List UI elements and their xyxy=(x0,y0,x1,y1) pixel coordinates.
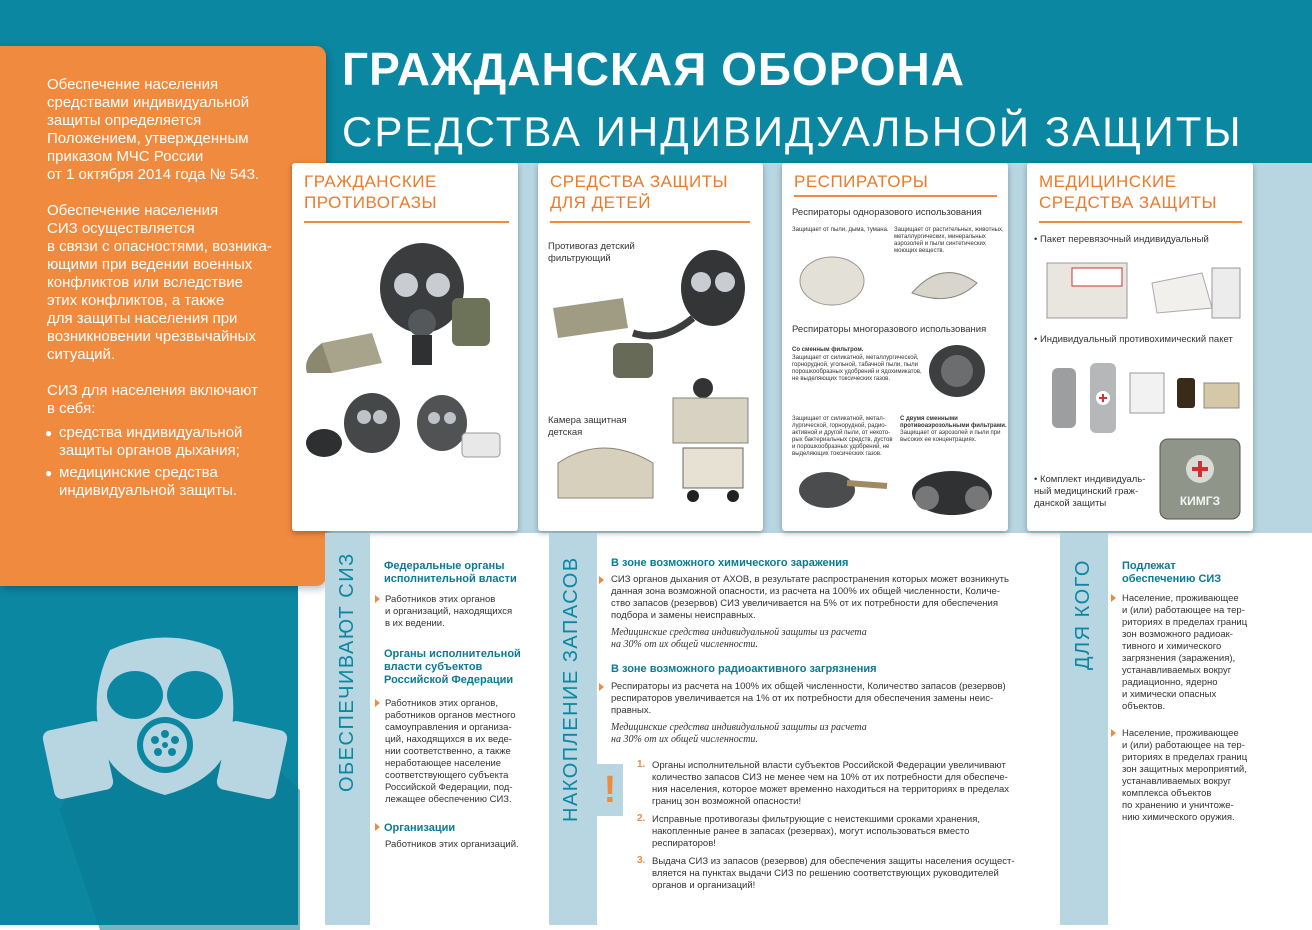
antichemical-package-label: • Индивидуальный противохимический пакет xyxy=(1034,334,1233,345)
whom-text-2: Население, проживающее и (или) работающее на тер- риториях в пределах границ зон защитных мероприятий, устанавливаемых вокруг комплекса объектов по хранению и уничтоже- нию химического оружия. xyxy=(1122,728,1248,823)
stock-note-number-1: 1. xyxy=(637,759,646,770)
respirator-note-3-head: Со сменным фильтром. xyxy=(792,347,864,353)
intro-paragraph-2: Обеспечение населения СИЗ осуществляется в связи с опасностями, возника- ющими при ведении военных конфликтов или вследствие этих конфликтов, а также для защиты населения при возникновении чрезвычайных ситуаций. xyxy=(47,202,272,363)
dressing-package-label: • Пакет перевязочный индивидуальный xyxy=(1034,234,1209,245)
kit-label: КИМГЗ xyxy=(1179,494,1221,508)
card-medical-protection xyxy=(1027,163,1253,531)
disposable-respirator-photos xyxy=(792,253,997,313)
stock-text-1: СИЗ органов дыхания от АХОВ, в результате распространения которых может возникнуть данная зона возможной опасности, из расчета на 100% их общей численности, Количе- ство запасов (резервов) СИЗ увеличивается на 5% от их потребности для обеспечения подбора и замены неисправных. xyxy=(611,574,1009,621)
stock-medical-note-1: Медицинские средства индивидуальной защиты из расчета на 30% от их общей численности. xyxy=(611,627,867,650)
dressing-package-photos xyxy=(1042,253,1247,328)
intro-bullet-1: ● средства индивидуальной защиты органов дыхания; xyxy=(47,424,317,460)
child-protection-photos xyxy=(543,248,758,528)
medical-kit-photo xyxy=(1152,431,1247,526)
section-provide-title: ОБЕСПЕЧИВАЮТ СИЗ xyxy=(336,552,358,792)
intro-paragraph-3: СИЗ для населения включают в себя: xyxy=(47,382,258,417)
stock-text-2: Респираторы из расчета на 100% их общей численности, Количество запасов (резервов) респираторов увеличивается на 1% от их потребности для обеспечения замены неис- правных. xyxy=(611,681,1006,716)
respirator-note-2: Защищает от растительных, животных, металлургических, минеральных аэрозолей и пыли синтетических моющих веществ. xyxy=(894,227,1004,254)
reusable-respirators-label: Респираторы многоразового использования xyxy=(792,324,987,335)
filter-respirator-photo xyxy=(922,341,992,401)
intro-bullet-2: ● медицинские средства индивидуальной защиты. xyxy=(47,464,317,500)
respirator-note-3: Защищает от силикатной, металлургической, горнорудной, угольной, табачной пыли, пыли порошкообразных удобрений и ядохимикатов, не выделяющих токсических газов. xyxy=(792,355,922,382)
provide-heading-3: Организации xyxy=(384,822,456,834)
provide-text-1: Работников этих органов и организаций, находящихся в их ведении. xyxy=(385,594,513,629)
gas-mask-icon xyxy=(40,630,300,930)
card-title: СРЕДСТВА ЗАЩИТЫ ДЛЯ ДЕТЕЙ xyxy=(550,172,729,212)
card-civil-gas-masks xyxy=(292,163,518,531)
warning-icon: ! xyxy=(597,764,623,816)
half-mask-respirator-photos xyxy=(792,458,1002,523)
intro-panel xyxy=(0,46,326,586)
page-title: ГРАЖДАНСКАЯ ОБОРОНА xyxy=(342,43,965,95)
card-title: РЕСПИРАТОРЫ xyxy=(794,172,929,191)
card-respirators xyxy=(782,163,1008,531)
section-whom-title: ДЛЯ КОГО xyxy=(1072,559,1094,670)
provide-text-2: Работников этих органов, работников органов местного самоуправления и организа- ций, находящихся в их веде- нии соответственно, а также неработающее население соответствующего субъекта Российской Федерации, под- лежащее обеспечению СИЗ. xyxy=(385,698,516,805)
stock-heading-2: В зоне возможного радиоактивного загрязнения xyxy=(611,663,877,675)
medical-kit-label: • Комплект индивидуаль- ный медицинский граж- данской защиты xyxy=(1034,474,1146,509)
provide-text-3: Работников этих организаций. xyxy=(385,839,519,850)
stock-heading-1: В зоне возможного химического заражения xyxy=(611,557,849,569)
respirator-note-1: Защищает от пыли, дыма, тумана. xyxy=(792,227,889,233)
gas-mask-photos xyxy=(302,243,512,523)
respirator-note-4: Защищает от силикатной, метал- лургической, горнорудной, радио- активной и другой пыли, от некото- рых бактериальных средств, дустов и порошкообразных удобрений, не выделяющих токсических газов. xyxy=(792,416,893,457)
card-title: МЕДИЦИНСКИЕ СРЕДСТВА ЗАЩИТЫ xyxy=(1039,172,1218,212)
provide-heading-2: Органы исполнительной власти субъектов Российской Федерации xyxy=(384,648,521,686)
whom-heading: Подлежат обеспечению СИЗ xyxy=(1122,560,1222,585)
stock-note-3: Выдача СИЗ из запасов (резервов) для обеспечения защиты населения осущест- вляется на пунктах выдачи СИЗ по решению соответствующих руководителей органов и организаций! xyxy=(652,856,1015,891)
page-subtitle: СРЕДСТВА ИНДИВИДУАЛЬНОЙ ЗАЩИТЫ xyxy=(342,108,1243,155)
provide-heading-1: Федеральные органы исполнительной власти xyxy=(384,560,517,585)
card-child-protection xyxy=(538,163,763,531)
card-title: ГРАЖДАНСКИЕ ПРОТИВОГАЗЫ xyxy=(304,172,438,212)
stock-note-1: Органы исполнительной власти субъектов Российской Федерации увеличивают количество запасов СИЗ не менее чем на 10% от их потребности для обеспече- ния населения, которое может временно находиться на территориях в пределах границ зон возможной опасности! xyxy=(652,760,1010,807)
whom-text-1: Население, проживающее и (или) работающее на тер- риториях в пределах границ зон возможного радиоак- тивного и химического загрязнения (заражения), устанавливаемых вокруг радиационно, ядерно и химически опасных объектов. xyxy=(1122,593,1248,712)
child-chamber-label: Камера защитная детская xyxy=(548,415,627,438)
stock-note-number-2: 2. xyxy=(637,813,646,824)
section-stock-title: НАКОПЛЕНИЕ ЗАПАСОВ xyxy=(560,556,582,822)
stock-note-number-3: 3. xyxy=(637,855,646,866)
disposable-respirators-label: Респираторы одноразового использования xyxy=(792,207,982,218)
respirator-note-5-head: С двумя сменными противоаэрозольными фильтрами. xyxy=(900,416,1007,429)
child-gas-mask-label: Противогаз детский фильтрующий xyxy=(548,241,635,264)
respirator-note-5: Защищает от аэрозолей и пыли при высоких ее концентрациях. xyxy=(900,430,1001,443)
intro-paragraph-1: Обеспечение населения средствами индивидуальной защиты определяется Положением, утвержденным приказом МЧС России от 1 октября 2014 года № 543. xyxy=(47,76,260,183)
stock-note-2: Исправные противогазы фильтрующие с неистекшими сроками хранения, накопленные ранее в запасах (резервах), могут использоваться вместо респираторов! xyxy=(652,814,980,849)
stock-medical-note-2: Медицинские средства индивидуальной защиты из расчета на 30% от их общей численности. xyxy=(611,722,867,745)
